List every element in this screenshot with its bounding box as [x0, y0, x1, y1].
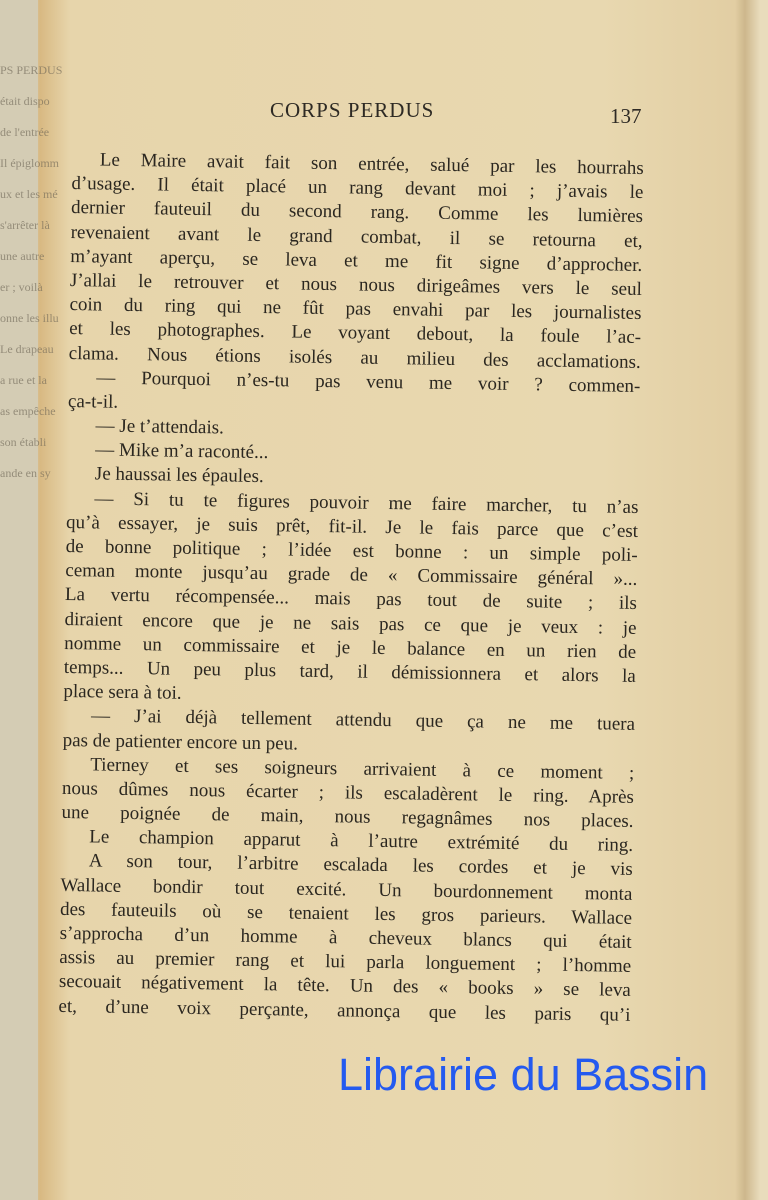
- text-line: place sera à toi.: [63, 681, 182, 704]
- facing-page-line: as empêche: [0, 404, 56, 418]
- text-line: Le Maire avait fait son entrée, salué par les hourrahs: [99, 149, 644, 179]
- text-line: s’approcha d’un homme à cheveux blancs qui était: [59, 922, 632, 953]
- text-line: clama. Nous étions isolés au milieu des acclamations.: [68, 342, 641, 373]
- running-header: CORPS PERDUS: [270, 98, 435, 122]
- body-text: [58, 148, 644, 1028]
- text-line: assis au premier rang et lui parla longuement ; l’homme: [59, 947, 632, 978]
- text-line: — Je t’attendais.: [95, 415, 225, 439]
- text-line: ça-t-il.: [67, 390, 119, 413]
- text-line: et, d’une voix perçante, annonça que les paris qu’i: [58, 995, 631, 1026]
- facing-page-edge: [0, 0, 63, 1200]
- facing-page-line: er ; voilà: [0, 280, 43, 294]
- text-line: — Mike m’a raconté...: [95, 439, 269, 464]
- facing-page-line: était dispo: [0, 94, 50, 108]
- facing-page-line: Le drapeau: [0, 342, 54, 356]
- text-line: revenaient avant le grand combat, il se retourna et,: [70, 221, 643, 252]
- text-line: La vertu récompensée... mais pas tout de suite ; ils: [64, 584, 638, 615]
- text-line: et les photographes. Le voyant debout, la foule l’ac-: [68, 318, 642, 349]
- watermark: Librairie du Bassin: [338, 1049, 709, 1100]
- text-line: diraient encore que je ne sais pas ce que je veux : je: [64, 608, 637, 639]
- text-line: Le champion apparut à l’autre extrémité du ring.: [89, 826, 634, 857]
- facing-page-line: ande en sy: [0, 466, 51, 480]
- text-line: — J’ai déjà tellement attendu que ça ne me tuera: [90, 705, 636, 736]
- text-line: Tierney et ses soigneurs arrivaient à ce moment ;: [90, 754, 635, 784]
- text-line: secouait négativement la tête. Un des « books » se leva: [58, 971, 631, 1002]
- text-line: — Pourquoi n’es-tu pas venu me voir ? commen-: [96, 367, 641, 397]
- text-line: nomme un commissaire et je le balance en un rien de: [64, 632, 637, 663]
- facing-page-text: [0, 55, 63, 489]
- text-line: ceman monte jusqu’au grade de « Commissaire général »...: [65, 560, 638, 591]
- facing-page-line: une autre: [0, 249, 45, 263]
- text-line: d’usage. Il était placé un rang devant moi ; j’avais le: [71, 173, 644, 204]
- text-line: nous dûmes nous écarter ; ils escaladèrent le ring. Après: [61, 777, 635, 808]
- facing-page-line: ux et les mé: [0, 187, 58, 201]
- text-line: Wallace bondir tout excité. Un bourdonnement monta: [60, 874, 633, 905]
- facing-page-line: de l'entrée: [0, 125, 50, 139]
- facing-page-line: son établi: [0, 435, 47, 449]
- text-line: dernier fauteuil du second rang. Comme les lumières: [70, 197, 644, 228]
- text-line: Je haussai les épaules.: [94, 463, 264, 488]
- text-line: de bonne politique ; l’idée est bonne : un simple poli-: [65, 535, 638, 566]
- facing-page-line: PS PERDUS: [0, 63, 63, 77]
- facing-page-line: onne les illu: [0, 311, 59, 325]
- text-line: des fauteuils où se tenaient les gros parieurs. Wallace: [59, 898, 633, 929]
- text-line: J’allai le retrouver et nous nous dirigeâmes vers le seul: [69, 269, 643, 300]
- text-line: qu’à essayer, je suis prêt, fit-il. Je le fais parce que c’est: [65, 511, 639, 542]
- text-line: coin du ring qui ne fût pas envahi par les journalistes: [69, 294, 642, 325]
- page-number: 137: [610, 104, 642, 128]
- text-line: pas de patienter encore un peu.: [62, 729, 299, 755]
- facing-page-line: Il épiglomm: [0, 156, 59, 170]
- text-line: temps... Un peu plus tard, il démissionnera et alors la: [63, 656, 636, 687]
- facing-page-line: s'arrêter là: [0, 218, 50, 232]
- text-line: A son tour, l’arbitre escalada les cordes et je vis: [88, 850, 633, 881]
- text-line: — Si tu te figures pouvoir me faire marcher, tu n’as: [94, 488, 639, 518]
- facing-page-line: a rue et la: [0, 373, 47, 387]
- text-line: une poignée de main, nous regagnâmes nos places.: [61, 801, 634, 832]
- text-line: m’ayant aperçu, se leva et me fit signe d’approcher.: [70, 245, 643, 276]
